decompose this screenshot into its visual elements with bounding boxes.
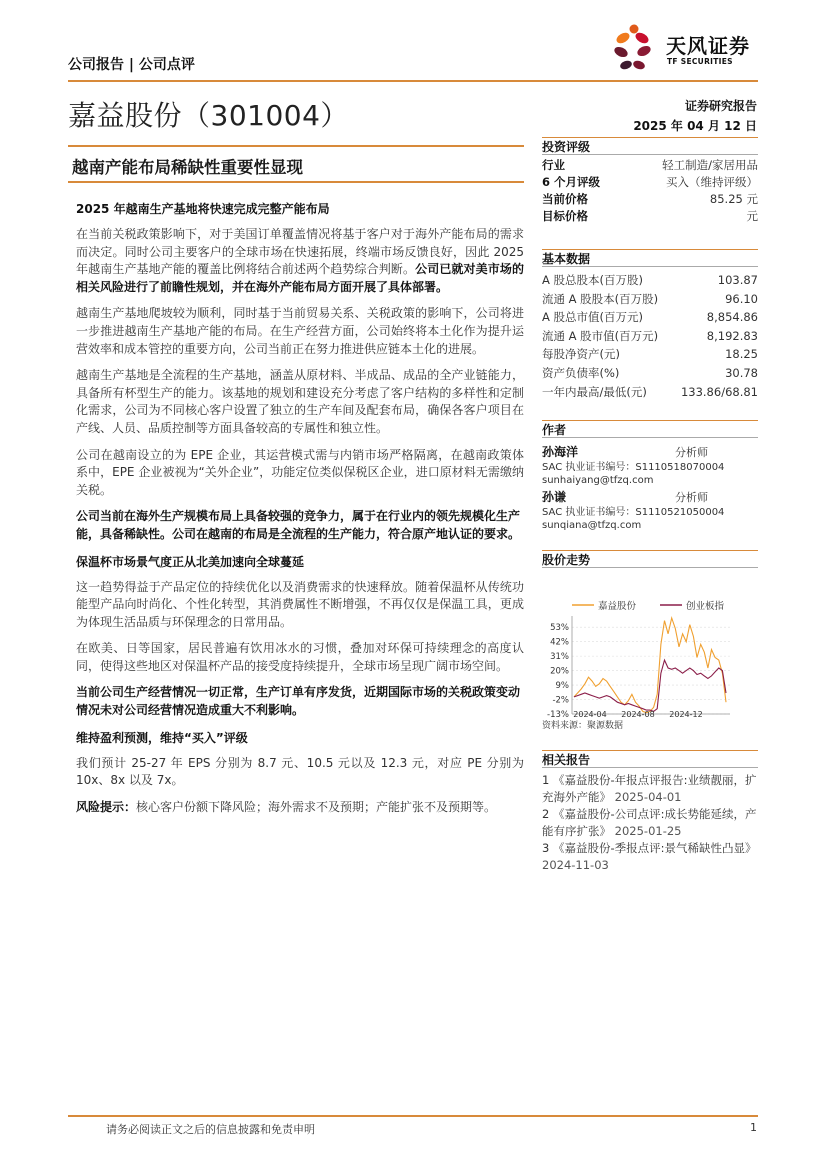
y-tick-label: 9%: [555, 681, 569, 692]
basic-row: 每股净资产(元) 18.25: [542, 347, 758, 362]
footer-disclaimer: 请务必阅读正文之后的信息披露和免责申明: [106, 1123, 315, 1136]
rating-row: 当前价格 85.25 元: [542, 192, 758, 206]
section-heading: 保温杯市场景气度正从北美加速向全球蔓延: [76, 554, 305, 569]
paragraph: 我们预计 25-27 年 EPS 分别为 8.7 元、10.5 元以及 12.3 元，对应 PE 分别为 10x、8x 以及 7x。: [76, 755, 524, 788]
basic-row: 资产负债率(%) 30.78: [542, 365, 758, 380]
series-line: [574, 618, 726, 713]
related-title: 相关报告: [542, 750, 758, 768]
stock-chart: [542, 568, 758, 718]
authors-title: 作者: [542, 420, 758, 438]
footer-rule: [68, 1115, 758, 1117]
paragraph-bold: 公司当前在海外生产规模布局上具备较强的竞争力，属于在行业内的领先规模化生产能，具备稀缺性。公司在越南的布局是全流程的生产能力，符合原产地认证的要求。: [76, 509, 521, 541]
page-number: 1: [750, 1121, 757, 1134]
rating-title: 投资评级: [542, 137, 758, 155]
basic-row: 一年内最高/最低(元) 133.86/68.81: [542, 384, 758, 399]
report-type: 证券研究报告: [684, 99, 757, 113]
paragraph: 公司在越南设立的为 EPE 企业，其运营模式需与内销市场严格隔离，在越南政策体系中，EPE 企业被视为“关外企业”，功能定位类似保税区企业，进口原材料无需缴纳关税。: [76, 447, 524, 497]
report-subtitle: 越南产能布局稀缺性重要性显现: [72, 158, 303, 177]
x-tick-label: 2024-04: [573, 710, 607, 718]
report-date: 2025 年 04 月 12 日: [633, 119, 757, 133]
paragraph-bold: 当前公司生产经营情况一切正常，生产订单有序发货，近期国际市场的关税政策变动情况未对公司经营情况造成重大不利影响。: [76, 685, 521, 718]
related-report-item[interactable]: 2 《嘉益股份-公司点评:成长势能延续，产能有序扩张》 2025-01-25: [542, 807, 757, 838]
basic-row: A 股总市值(百万元) 8,854.86: [542, 310, 758, 325]
author-email[interactable]: sunqiana@tfzq.com: [542, 520, 642, 531]
paragraph: 这一趋势得益于产品定位的持续优化以及消费需求的快速释放。随着保温杯从传统功能型产品向时尚化、个性化转型，其消费属性不断增强，不再仅仅是保温工具，更成为体现生活品质与环保理念的日常用品。: [76, 579, 524, 629]
rating-row: 行业 轻工制造/家居用品: [542, 158, 758, 172]
author-name: 孙谦: [542, 490, 567, 504]
risk-paragraph: [76, 799, 524, 817]
rating-row: 6 个月评级 买入（维持评级）: [542, 175, 758, 189]
paragraph: 越南生产基地是全流程的生产基地，涵盖从原材料、半成品、成品的全产业链能力，具备所有杯型生产的能力。该基地的规划和建设充分考虑了客户结构的多样性和定制化需求，公司为不同核心客户设置了独立的生产车间及配套布局，确保各客户项目在产线、人员、品质控制等方面具备较高的专属性和独立性。: [76, 368, 524, 435]
main-content: [76, 200, 524, 825]
author-name-row: [542, 489, 758, 506]
basic-row: 流通 A 股市值(百万元) 8,192.83: [542, 328, 758, 343]
y-tick-label: 53%: [550, 623, 569, 634]
stock-chart-panel: [542, 550, 758, 731]
breadcrumb: 公司报告 | 公司点评: [68, 57, 195, 73]
logo-dot: [630, 25, 639, 34]
paragraph: [76, 226, 524, 296]
company-title: 嘉益股份（301004）: [68, 99, 349, 132]
author-role: 分析师: [675, 446, 708, 459]
related-report-item[interactable]: 1 《嘉益股份-年报点评报告:业绩靓丽，扩充海外产能》 2025-04-01: [542, 773, 757, 804]
related-reports-panel: [542, 750, 758, 874]
rating-panel: [542, 137, 758, 225]
risk-label: 风险提示：: [76, 799, 137, 814]
basic-row: A 股总股本(百万股) 103.87: [542, 273, 758, 287]
basic-data-title: 基本数据: [542, 249, 758, 267]
header-rule: [68, 80, 758, 82]
y-tick-label: -2%: [552, 695, 569, 706]
legend-label: 嘉益股份: [598, 601, 637, 612]
paragraph-bold-text: 公司已就对美市场的相关风险进行了前瞻性规划，并在海外产能布局方面开展了具体部署。: [76, 262, 524, 294]
y-tick-label: -13%: [547, 710, 569, 718]
basic-data-panel: [542, 249, 758, 401]
x-tick-label: 2024-08: [621, 710, 655, 718]
author-name-row: [542, 444, 758, 461]
x-tick-label: 2024-12: [669, 710, 703, 718]
logo-text: 天风证券: [666, 34, 750, 58]
author-email[interactable]: sunhaiyang@tfzq.com: [542, 475, 654, 486]
y-tick-label: 31%: [550, 652, 569, 663]
rating-row: 目标价格 元: [542, 209, 758, 223]
paragraph-text: 在当前关税政策影响下，对于美国订单覆盖情况将基于客户对于海外产能布局的需求而决定。同时公司主要客户的全球市场在快速拓展，终端市场反馈良好，因此 2025 年越南生产基地产能的覆盖比例将结合前述两个趋势综合判断。: [76, 227, 524, 277]
paragraph: 越南生产基地爬坡较为顺利，同时基于当前贸易关系、关税政策的影响下，公司将进一步推进越南生产基地产能的布局。在生产经营方面，公司始终将本土化作为提升运营效率和成本管控的重要方向，公司当前正在努力推进供应链本土化的进展。: [76, 306, 524, 356]
subtitle-rule-bottom: [68, 181, 524, 183]
related-report-item[interactable]: 3 《嘉益股份-季报点评:景气稀缺性凸显》 2024-11-03: [542, 841, 757, 872]
y-tick-label: 42%: [550, 637, 569, 648]
subtitle-rule-top: [68, 145, 524, 147]
chart-source: 资料来源：聚源数据: [542, 721, 624, 731]
authors-panel: [542, 420, 758, 532]
author-cert: SAC 执业证书编号：S1110521050004: [542, 507, 725, 518]
risk-text: 核心客户份额下降风险；海外需求不及预期；产能扩张不及预期等。: [136, 799, 497, 814]
basic-row: 流通 A 股股本(百万股) 96.10: [542, 291, 758, 306]
logo-subtext: TF SECURITIES: [667, 57, 733, 66]
section-heading: 2025 年越南生产基地将快速完成完整产能布局: [76, 202, 330, 216]
section-heading: 维持盈利预测，维持“买入”评级: [76, 730, 248, 745]
y-tick-label: 20%: [550, 666, 569, 677]
stock-chart-title: 股价走势: [542, 550, 758, 568]
legend-label: 创业板指: [686, 601, 725, 612]
author-role: 分析师: [675, 491, 708, 504]
paragraph: 在欧美、日等国家，居民普遍有饮用冰水的习惯，叠加对环保可持续理念的高度认同，使得这些地区对保温杯产品的接受度持续提升，全球市场呈现广阔市场空间。: [76, 641, 524, 673]
author-cert: SAC 执业证书编号：S1110518070004: [542, 462, 725, 473]
author-name: 孙海洋: [542, 445, 579, 459]
